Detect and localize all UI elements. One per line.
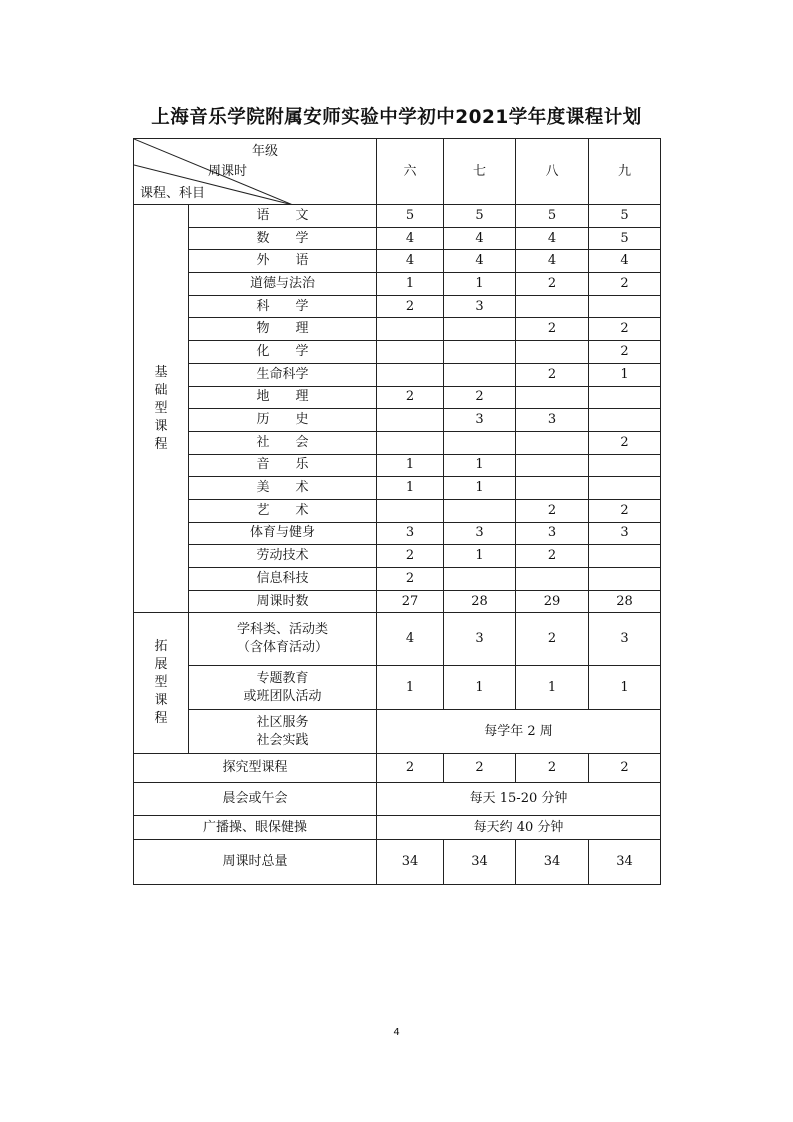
- subject-cell: 外 语: [189, 250, 377, 273]
- table-row: [134, 409, 661, 432]
- subject-cell: 信息科技: [189, 568, 377, 591]
- subject-cell: 物 理: [189, 318, 377, 341]
- hours-cell: [516, 568, 589, 591]
- table-row: [134, 613, 661, 666]
- diag-label-subject: 课程、科目: [140, 186, 206, 201]
- hours-cell: 4: [516, 227, 589, 250]
- hours-cell: 2: [516, 273, 589, 296]
- hours-cell: 3: [516, 522, 589, 545]
- table-row: [134, 590, 661, 613]
- hours-cell: [589, 409, 661, 432]
- hours-cell: 2: [516, 545, 589, 568]
- hours-cell: [444, 363, 516, 386]
- table-row: [134, 499, 661, 522]
- hours-cell: 28: [444, 590, 516, 613]
- table-row: [134, 568, 661, 591]
- hours-cell: 4: [444, 250, 516, 273]
- hours-cell: 3: [444, 613, 516, 666]
- hours-cell: 2: [444, 754, 516, 783]
- hours-cell: 2: [377, 754, 444, 783]
- hours-cell: 34: [589, 840, 661, 885]
- hours-cell: [444, 568, 516, 591]
- subject-cell: [189, 666, 377, 710]
- subject-cell: 周课时数: [189, 590, 377, 613]
- subject-cell: [189, 613, 377, 666]
- hours-cell: 2: [589, 431, 661, 454]
- header-row: [134, 139, 661, 205]
- subject-cell-line1: 专题教育: [256, 670, 309, 686]
- merged-value-cell: 每学年 2 周: [377, 710, 661, 754]
- hours-cell: 5: [377, 205, 444, 228]
- hours-cell: 2: [589, 273, 661, 296]
- merged-value-cell: 每天约 40 分钟: [377, 816, 661, 840]
- hours-cell: 2: [516, 363, 589, 386]
- hours-cell: 1: [444, 273, 516, 296]
- hours-cell: 2: [589, 318, 661, 341]
- grade-header: 九: [589, 139, 661, 205]
- hours-cell: [377, 409, 444, 432]
- table-row: [134, 431, 661, 454]
- hours-cell: [516, 341, 589, 364]
- subject-cell: 社 会: [189, 431, 377, 454]
- hours-cell: 28: [589, 590, 661, 613]
- subject-cell: 历 史: [189, 409, 377, 432]
- hours-cell: [589, 454, 661, 477]
- row-label-cell: 探究型课程: [134, 754, 377, 783]
- category-extended-char: 程: [154, 711, 168, 727]
- table-row: [134, 545, 661, 568]
- hours-cell: [444, 318, 516, 341]
- hours-cell: 4: [589, 250, 661, 273]
- hours-cell: [377, 341, 444, 364]
- hours-cell: 2: [377, 386, 444, 409]
- table-row: [134, 816, 661, 840]
- subject-cell-line2: 社会实践: [256, 732, 309, 748]
- subject-cell-line1: 学科类、活动类: [236, 622, 328, 638]
- subject-cell: 生命科学: [189, 363, 377, 386]
- subject-cell: 美 术: [189, 477, 377, 500]
- hours-cell: 2: [516, 754, 589, 783]
- hours-cell: [516, 454, 589, 477]
- category-basic-char: 课: [154, 418, 168, 434]
- diag-label-grade: 年级: [252, 144, 279, 159]
- hours-cell: 2: [589, 754, 661, 783]
- hours-cell: [377, 499, 444, 522]
- curriculum-table: [133, 138, 661, 885]
- hours-cell: 4: [377, 250, 444, 273]
- page-title: 上海音乐学院附属安师实验中学初中2021学年度课程计划: [151, 107, 642, 128]
- hours-cell: 34: [516, 840, 589, 885]
- hours-cell: 4: [377, 613, 444, 666]
- hours-cell: 3: [589, 522, 661, 545]
- merged-value-cell: 每天 15-20 分钟: [377, 783, 661, 816]
- hours-cell: 3: [444, 409, 516, 432]
- hours-cell: 1: [444, 545, 516, 568]
- hours-cell: [589, 477, 661, 500]
- hours-cell: [377, 431, 444, 454]
- hours-cell: [516, 295, 589, 318]
- table-row: [134, 363, 661, 386]
- row-label-cell: 广播操、眼保健操: [134, 816, 377, 840]
- subject-cell: 地 理: [189, 386, 377, 409]
- hours-cell: 1: [377, 273, 444, 296]
- table-row: [134, 295, 661, 318]
- hours-cell: [516, 477, 589, 500]
- table-row: [134, 250, 661, 273]
- diag-label-hours: 周课时: [208, 164, 248, 179]
- row-label-cell: 周课时总量: [134, 840, 377, 885]
- subject-cell: 数 学: [189, 227, 377, 250]
- hours-cell: 2: [516, 499, 589, 522]
- hours-cell: 4: [444, 227, 516, 250]
- hours-cell: [377, 318, 444, 341]
- grade-header: 八: [516, 139, 589, 205]
- subject-cell: 科 学: [189, 295, 377, 318]
- hours-cell: 1: [377, 666, 444, 710]
- category-basic: [134, 205, 189, 613]
- hours-cell: [444, 431, 516, 454]
- subject-cell: 艺 术: [189, 499, 377, 522]
- hours-cell: 3: [444, 295, 516, 318]
- hours-cell: [589, 295, 661, 318]
- table-row: [134, 318, 661, 341]
- hours-cell: [444, 499, 516, 522]
- table-row: [134, 477, 661, 500]
- category-basic-char: 基: [154, 364, 168, 380]
- table-row: [134, 227, 661, 250]
- hours-cell: 34: [377, 840, 444, 885]
- hours-cell: 2: [589, 499, 661, 522]
- category-basic-char: 型: [154, 400, 168, 416]
- category-basic-char: 程: [154, 436, 168, 452]
- table-row: [134, 522, 661, 545]
- diagonal-header-cell: [134, 139, 377, 205]
- hours-cell: 1: [377, 454, 444, 477]
- subject-cell: 化 学: [189, 341, 377, 364]
- table-row: [134, 710, 661, 754]
- hours-cell: 29: [516, 590, 589, 613]
- hours-cell: 3: [377, 522, 444, 545]
- hours-cell: 5: [516, 205, 589, 228]
- hours-cell: [516, 431, 589, 454]
- hours-cell: 1: [589, 363, 661, 386]
- hours-cell: 2: [516, 613, 589, 666]
- hours-cell: [377, 363, 444, 386]
- table-row: [134, 783, 661, 816]
- hours-cell: 2: [377, 295, 444, 318]
- hours-cell: 1: [377, 477, 444, 500]
- hours-cell: [589, 545, 661, 568]
- hours-cell: 5: [444, 205, 516, 228]
- category-extended-char: 课: [154, 693, 168, 709]
- table-row: [134, 754, 661, 783]
- category-extended-char: 拓: [154, 639, 168, 655]
- hours-cell: 4: [377, 227, 444, 250]
- subject-cell: 劳动技术: [189, 545, 377, 568]
- hours-cell: 3: [444, 522, 516, 545]
- hours-cell: 1: [589, 666, 661, 710]
- hours-cell: 2: [589, 341, 661, 364]
- subject-cell-line2: （含体育活动）: [236, 640, 328, 656]
- hours-cell: 3: [589, 613, 661, 666]
- subject-cell: 体育与健身: [189, 522, 377, 545]
- hours-cell: 5: [589, 227, 661, 250]
- table-row: [134, 454, 661, 477]
- category-extended: [134, 613, 189, 754]
- hours-cell: 1: [516, 666, 589, 710]
- category-extended-char: 展: [154, 657, 168, 673]
- page-number: 4: [393, 1027, 400, 1038]
- subject-cell: 语 文: [189, 205, 377, 228]
- category-basic-char: 础: [154, 382, 168, 398]
- hours-cell: 2: [444, 386, 516, 409]
- subject-cell: 音 乐: [189, 454, 377, 477]
- hours-cell: 2: [516, 318, 589, 341]
- hours-cell: 2: [377, 545, 444, 568]
- hours-cell: [589, 386, 661, 409]
- hours-cell: 3: [516, 409, 589, 432]
- grade-header: 七: [444, 139, 516, 205]
- category-extended-char: 型: [154, 675, 168, 691]
- row-label-cell: 晨会或午会: [134, 783, 377, 816]
- hours-cell: 1: [444, 477, 516, 500]
- table-row: [134, 666, 661, 710]
- hours-cell: 5: [589, 205, 661, 228]
- hours-cell: [516, 386, 589, 409]
- hours-cell: 27: [377, 590, 444, 613]
- hours-cell: 1: [444, 454, 516, 477]
- table-row: [134, 840, 661, 885]
- table-row: [134, 386, 661, 409]
- table-row: [134, 205, 661, 228]
- subject-cell-line1: 社区服务: [256, 714, 309, 730]
- hours-cell: 2: [377, 568, 444, 591]
- subject-cell-line2: 或班团队活动: [243, 688, 322, 704]
- hours-cell: 4: [516, 250, 589, 273]
- hours-cell: 1: [444, 666, 516, 710]
- subject-cell: [189, 710, 377, 754]
- grade-header: 六: [377, 139, 444, 205]
- table-row: [134, 273, 661, 296]
- hours-cell: [589, 568, 661, 591]
- hours-cell: 34: [444, 840, 516, 885]
- table-row: [134, 341, 661, 364]
- subject-cell: 道德与法治: [189, 273, 377, 296]
- hours-cell: [444, 341, 516, 364]
